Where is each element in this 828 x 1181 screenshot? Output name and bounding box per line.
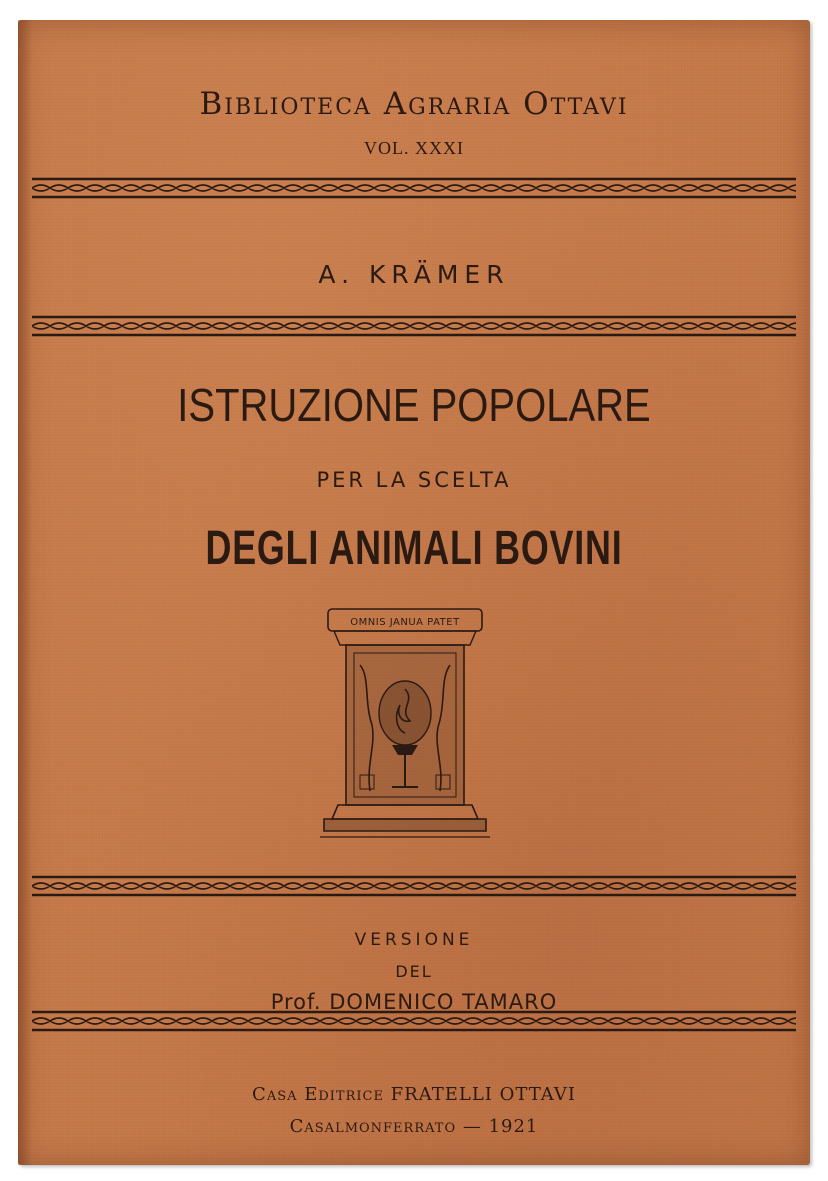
ornament-band-2 — [32, 315, 796, 337]
ornament-band-1 — [32, 177, 796, 199]
title-line-2: PER LA SCELTA — [316, 468, 512, 492]
translation-preposition: DEL — [395, 962, 433, 981]
series-title: Biblioteca Agraria Ottavi — [199, 86, 629, 122]
ornament-band-3 — [32, 875, 796, 897]
translation-label: VERSIONE — [354, 930, 474, 950]
publication-place-year: Casalmonferrato — 1921 — [289, 1116, 539, 1137]
volume-number: VOL. XXXI — [364, 138, 464, 158]
ornament-band-4 — [32, 1010, 796, 1032]
publisher-name: Casa Editrice FRATELLI OTTAVI — [252, 1084, 576, 1105]
author-name: A. KRÄMER — [318, 260, 510, 289]
title-line-1: ISTRUZIONE POPOLARE — [177, 380, 651, 432]
translator-name: Prof. DOMENICO TAMARO — [270, 990, 558, 1014]
book-cover — [18, 20, 810, 1165]
monument-emblem-icon — [320, 605, 490, 855]
emblem-motto: OMNIS JANUA PATET — [350, 617, 460, 628]
title-line-3: DEGLI ANIMALI BOVINI — [205, 519, 623, 575]
